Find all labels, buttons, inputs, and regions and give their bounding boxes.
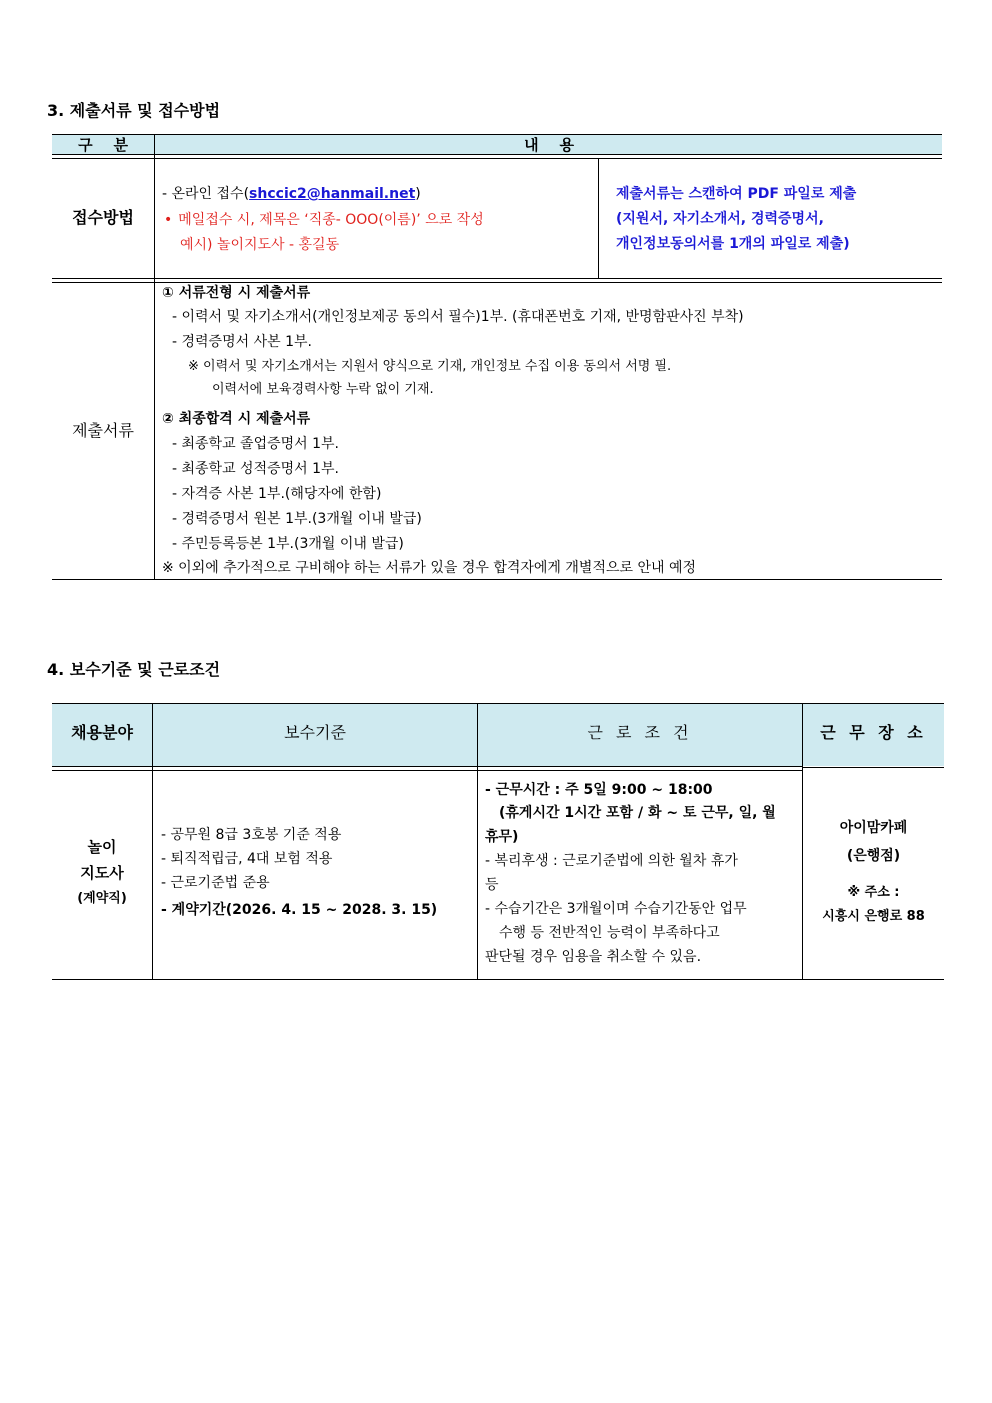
header-category: 구 분 [78, 136, 128, 154]
field-line-1: 놀이 [87, 838, 117, 856]
doc-line-11: ※ 이외에 추가적으로 구비해야 하는 서류가 있을 경우 합격자에게 개별적으로 안내 예정 [162, 560, 697, 576]
doc-line-10: - 주민등록등본 1부.(3개월 이내 발급) [172, 536, 404, 552]
pay-line-2: - 퇴직적립금, 4대 보험 적용 [161, 851, 333, 867]
doc-line-8: - 자격증 사본 1부.(해당자에 한함) [172, 486, 382, 502]
doc-line-3: ※ 이력서 및 자기소개서는 지원서 양식으로 기재, 개인정보 수집 이용 동의서 서명 필. [188, 359, 672, 374]
subject-example: 예시) 놀이지도사 - 홍길동 [180, 237, 340, 253]
place-line-3: ※ 주소 : [847, 885, 900, 900]
doc-line-0: ① 서류전형 시 제출서류 [162, 285, 311, 301]
header-place: 근 무 장 소 [820, 723, 927, 742]
cond-line-7: 수행 등 전반적인 능력이 부족하다고 [499, 925, 720, 941]
note-line-3: 개인정보동의서를 1개의 파일로 제출) [616, 236, 850, 252]
header-conditions: 근 로 조 건 [587, 723, 693, 742]
cond-line-2: (휴게시간 1시간 포함 / 화 ~ 토 근무, 일, 월 [499, 805, 776, 821]
doc-line-2: - 경력증명서 사본 1부. [172, 334, 312, 350]
doc-line-6: - 최종학교 졸업증명서 1부. [172, 436, 339, 452]
pay-line-4: - 계약기간(2026. 4. 15 ~ 2028. 3. 15) [161, 902, 438, 918]
place-line-1: 아이맘카페 [839, 820, 908, 836]
cond-line-8: 판단될 경우 임용을 취소할 수 있음. [485, 949, 702, 965]
header-field: 채용분야 [71, 723, 133, 742]
header-pay: 보수기준 [284, 723, 346, 742]
doc-line-7: - 최종학교 성적증명서 1부. [172, 461, 339, 477]
field-line-3: (계약직) [77, 891, 127, 906]
email-link[interactable]: shccic2@hanmail.net [249, 186, 416, 202]
method-label: 접수방법 [72, 208, 134, 227]
doc-line-4: 이력서에 보육경력사항 누락 없이 기재. [212, 382, 434, 397]
cond-line-1: - 근무시간 : 주 5일 9:00 ~ 18:00 [485, 782, 713, 798]
note-line-2: (지원서, 자기소개서, 경력증명서, [616, 211, 824, 227]
doc-line-9: - 경력증명서 원본 1부.(3개월 이내 발급) [172, 511, 422, 527]
documents-label: 제출서류 [72, 421, 134, 440]
subject-rule: • 메일접수 시, 제목은 ‘직종- OOO(이름)’ 으로 작성 [164, 212, 484, 228]
field-line-2: 지도사 [80, 864, 124, 882]
note-line-1: 제출서류는 스캔하여 PDF 파일로 제출 [616, 186, 857, 202]
doc-line-1: - 이력서 및 자기소개서(개인정보제공 동의서 필수)1부. (휴대폰번호 기재, 반명함판사진 부착) [172, 309, 744, 325]
cond-line-3: 휴무) [485, 829, 519, 845]
cond-line-5: 등 [485, 877, 499, 893]
header-content: 내 용 [524, 136, 574, 154]
cond-line-4: - 복리후생 : 근로기준법에 의한 월차 휴가 [485, 853, 738, 869]
pay-line-1: - 공무원 8급 3호봉 기준 적용 [161, 827, 342, 843]
cond-line-6: - 수습기간은 3개월이며 수습기간동안 업무 [485, 901, 747, 917]
place-line-2: (은행점) [846, 848, 901, 864]
pay-line-3: - 근로기준법 준용 [161, 875, 270, 891]
section-3-title: 3. 제출서류 및 접수방법 [47, 101, 221, 120]
online-submission: - 온라인 접수(shccic2@hanmail.net) [162, 186, 421, 202]
doc-line-5: ② 최종합격 시 제출서류 [162, 411, 311, 427]
place-line-4: 시흥시 은행로 88 [822, 909, 925, 924]
section-4-title: 4. 보수기준 및 근로조건 [47, 660, 221, 679]
